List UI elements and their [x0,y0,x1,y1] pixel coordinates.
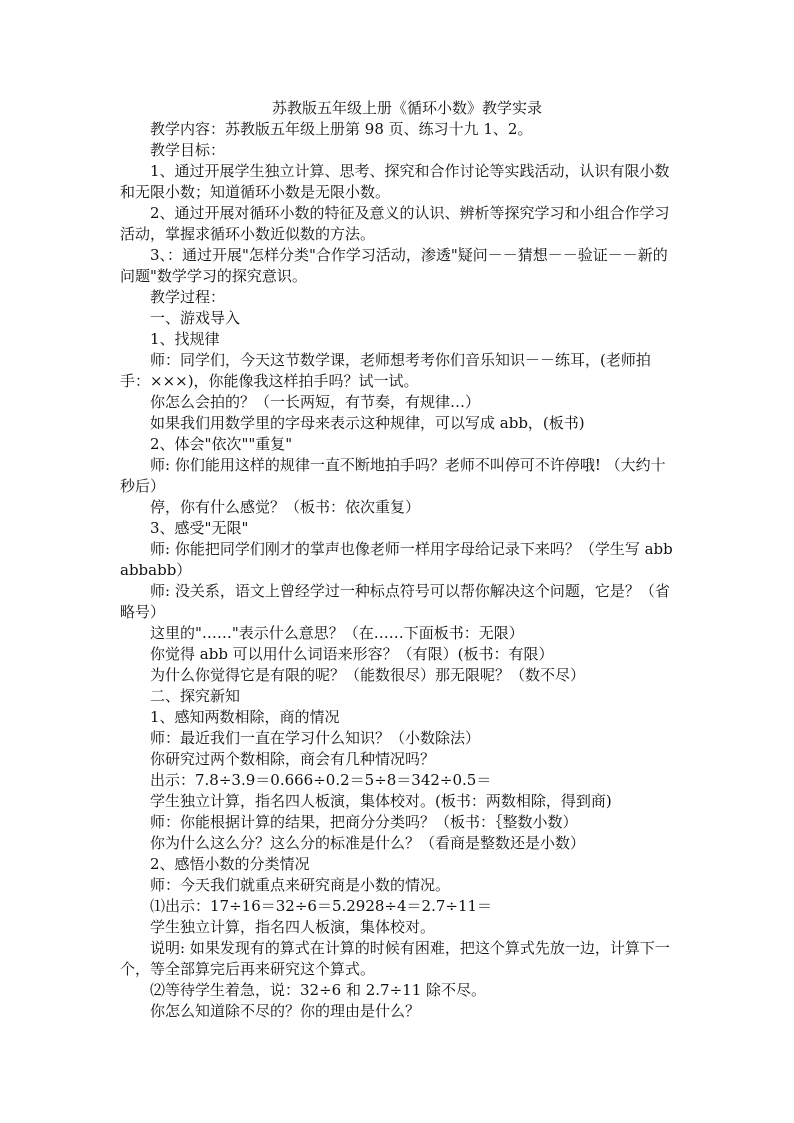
paragraph-subsection-2-1: 1、感知两数相除，商的情况 [150,708,340,726]
document-title: 苏教版五年级上册《循环小数》教学实录 [271,99,542,117]
paragraph: 你怎么会拍的？（一长两短，有节奏，有规律…） [150,393,481,411]
paragraph: 师: 你能把同学们刚才的掌声也像老师一样用字母给记录下来吗？（学生写 abbabbabb） [120,540,673,579]
paragraph: 你为什么这么分？这么分的标准是什么？（看商是整数还是小数） [150,834,586,852]
paragraph: 师：你能根据计算的结果，把商分分类吗？（板书：｛整数小数） [150,813,578,831]
paragraph: 师：同学们，今天这节数学课，老师想考考你们音乐知识－－练耳，(老师拍手：×××)，你能像我这样拍手吗？试一试。 [120,351,651,390]
paragraph: 师：最近我们一直在学习什么知识？（小数除法） [150,729,481,747]
paragraph-process-heading: 教学过程： [150,288,226,306]
paragraph-objective-3: 3、：通过开展"怎样分类"合作学习活动，渗透"疑问－－猜想－－验证－－新的问题"数学学习的探究意识。 [120,246,668,285]
paragraph-exercise-1: 出示：7.8÷3.9＝0.666÷0.2＝5÷8＝342÷0.5＝ [150,771,492,789]
paragraph: 学生独立计算，指名四人板演，集体校对。 [150,918,436,936]
paragraph: ⑵等待学生着急，说：32÷6 和 2.7÷11 除不尽。 [150,981,487,999]
paragraph-note: 说明: 如果发现有的算式在计算的时候有困难，把这个算式先放一边，计算下一个，等全部算完后再来研究这个算式。 [120,939,670,978]
paragraph: 你怎么知道除不尽的？你的理由是什么？ [150,1002,421,1020]
paragraph-exercise-2: ⑴出示：17÷16＝32÷6＝5.2928÷4＝2.7÷11＝ [150,897,493,915]
paragraph-content: 教学内容：苏教版五年级上册第 98 页、练习十九 1、2。 [150,120,533,138]
paragraph-subsection-2-2: 2、感悟小数的分类情况 [150,855,310,873]
paragraph: 师: 没关系，语文上曾经学过一种标点符号可以帮你解决这个问题，它是？（省略号） [120,582,670,621]
paragraph-section-1: 一、游戏导入 [150,309,241,327]
paragraph: 你研究过两个数相除，商会有几种情况吗？ [150,750,436,768]
paragraph-subsection-1-1: 1、找规律 [150,330,220,348]
paragraph: 师: 你们能用这样的规律一直不断地拍手吗？老师不叫停可不许停哦! （大约十秒后） [120,456,666,495]
paragraph-objective-1: 1、通过开展学生独立计算、思考、探究和合作讨论等实践活动，认识有限小数和无限小数；知道循环小数是无限小数。 [120,162,670,201]
paragraph: 为什么你觉得它是有限的呢？（能数很尽）那无限呢？（数不尽） [150,666,586,684]
paragraph: 如果我们用数学里的字母来表示这种规律，可以写成 abb，(板书) [150,414,585,432]
document-body [120,119,680,1022]
paragraph: 学生独立计算，指名四人板演，集体校对。(板书：两数相除，得到商) [150,792,612,810]
paragraph-objectives-heading: 教学目标： [150,141,226,159]
paragraph-objective-2: 2、通过开展对循环小数的特征及意义的认识、辨析等探究学习和小组合作学习活动，掌握求循环小数近似数的方法。 [120,204,670,243]
paragraph: 师：今天我们就重点来研究商是小数的情况。 [150,876,451,894]
paragraph-subsection-1-2: 2、体会"依次""重复" [150,435,293,453]
paragraph: 你觉得 abb 可以用什么词语来形容？（有限）(板书：有限） [150,645,554,663]
paragraph: 这里的"……"表示什么意思？（在……下面板书：无限） [150,624,524,642]
paragraph-subsection-1-3: 3、感受"无限" [150,519,249,537]
paragraph: 停，你有什么感觉？（板书：依次重复） [150,498,421,516]
paragraph-section-2: 二、探究新知 [150,687,241,705]
